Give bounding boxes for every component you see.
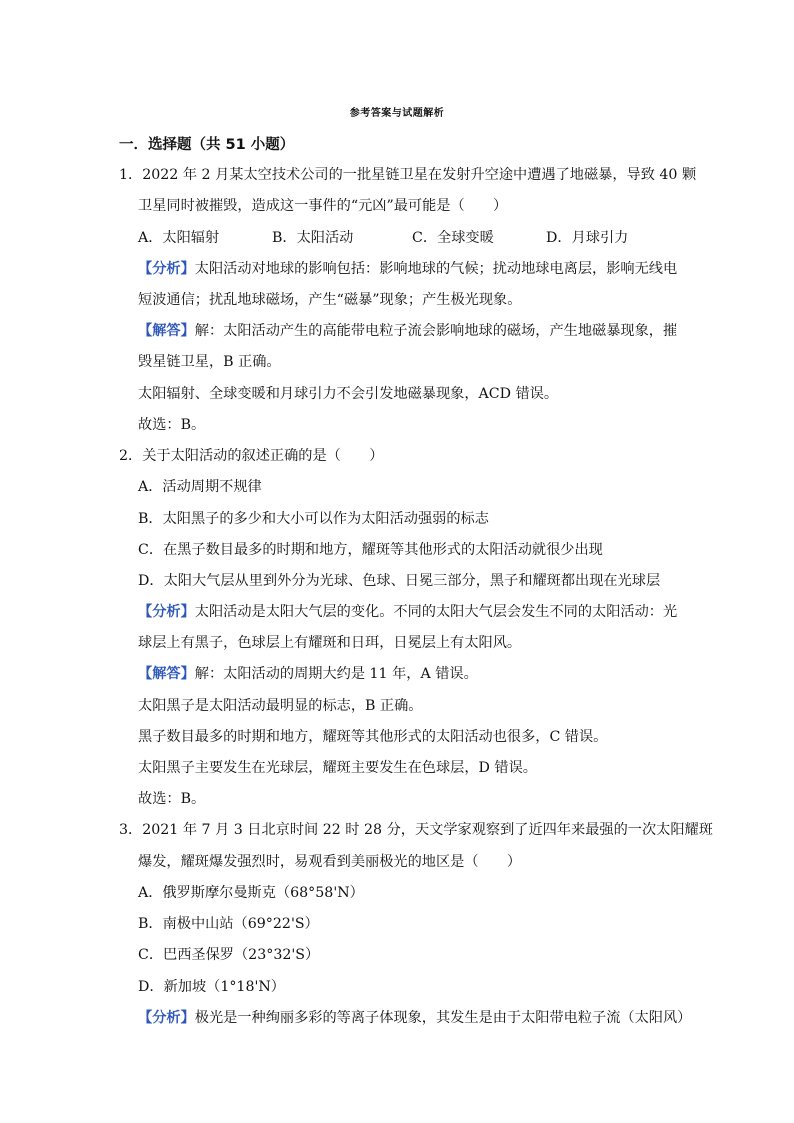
- q2-analysis-line1: 【分析】太阳活动是太阳大气层的变化。不同的太阳大气层会发生不同的太阳活动：光: [138, 604, 678, 620]
- q2-stem: 2．关于太阳活动的叙述正确的是（ ）: [119, 448, 384, 464]
- q1-answer-line2: 毁星链卫星，B 正确。: [138, 354, 281, 370]
- q2-option-b: B．太阳黑子的多少和大小可以作为太阳活动强弱的标志: [138, 511, 489, 527]
- q1-choice: 故选：B。: [138, 417, 206, 433]
- q2-option-c: C．在黑子数目最多的时期和地方，耀斑等其他形式的太阳活动就很少出现: [138, 542, 603, 558]
- q1-option-b: B．太阳活动: [272, 230, 354, 246]
- q3-analysis-line1: 【分析】极光是一种绚丽多彩的等离子体现象，其发生是由于太阳带电粒子流（太阳风）: [138, 1010, 692, 1026]
- q2-choice: 故选：B。: [138, 791, 206, 807]
- analysis-tag: 【分析】: [138, 604, 195, 620]
- q2-analysis-line2: 球层上有黑子，色球层上有耀斑和日珥，日冕层上有太阳风。: [138, 635, 522, 651]
- answer-tag: 【解答】: [138, 323, 195, 339]
- q2-answer-line4: 太阳黑子主要发生在光球层，耀斑主要发生在色球层，D 错误。: [138, 760, 537, 776]
- q3-option-b: B．南极中山站（69°22'S）: [138, 916, 319, 932]
- q1-analysis-line1: 【分析】太阳活动对地球的影响包括：影响地球的气候；扰动地球电离层，影响无线电: [138, 261, 678, 277]
- q2-answer-line2: 太阳黑子是太阳活动最明显的标志，B 正确。: [138, 698, 423, 714]
- document-title: 参考答案与试题解析: [349, 108, 445, 119]
- q3-option-d: D．新加坡（1°18'N）: [138, 979, 285, 995]
- q1-answer-line1: 【解答】解：太阳活动产生的高能带电粒子流会影响地球的磁场，产生地磁暴现象，摧: [138, 323, 678, 339]
- section-heading: 一．选择题（共 51 小题）: [119, 137, 295, 153]
- q1-stem-line1: 1．2022 年 2 月某太空技术公司的一批星链卫星在发射升空途中遭遇了地磁暴，导致 40 颗: [119, 167, 697, 183]
- analysis-tag: 【分析】: [138, 261, 195, 277]
- answer-tag: 【解答】: [138, 666, 195, 682]
- q1-option-c: C．全球变暖: [412, 230, 494, 246]
- q1-answer-line3: 太阳辐射、全球变暖和月球引力不会引发地磁暴现象，ACD 错误。: [138, 386, 559, 402]
- q3-option-c: C．巴西圣保罗（23°32'S）: [138, 947, 320, 963]
- q1-option-d: D．月球引力: [546, 230, 629, 246]
- q3-stem-line2: 爆发，耀斑爆发强烈时，易观看到美丽极光的地区是（ ）: [138, 854, 522, 870]
- q3-option-a: A．俄罗斯摩尔曼斯克（68°58'N）: [138, 885, 364, 901]
- q3-stem-line1: 3．2021 年 7 月 3 日北京时间 22 时 28 分，天文学家观察到了近四年来最强的一次太阳耀斑: [119, 822, 713, 838]
- q1-analysis-line2: 短波通信；扰乱地球磁场，产生“磁暴”现象；产生极光现象。: [138, 292, 522, 308]
- q1-options: [138, 228, 628, 248]
- q2-answer-line3: 黑子数目最多的时期和地方，耀斑等其他形式的太阳活动也很多，C 错误。: [138, 729, 608, 745]
- q2-answer-line1: 【解答】解：太阳活动的周期大约是 11 年，A 错误。: [138, 666, 478, 682]
- q2-option-a: A．活动周期不规律: [138, 479, 262, 495]
- q2-option-d: D．太阳大气层从里到外分为光球、色球、日冕三部分，黑子和耀斑都出现在光球层: [138, 573, 661, 589]
- q1-option-a: A．太阳辐射: [138, 230, 220, 246]
- analysis-tag: 【分析】: [138, 1010, 195, 1026]
- q1-stem-line2: 卫星同时被摧毁，造成这一事件的“元凶”最可能是（ ）: [138, 198, 508, 214]
